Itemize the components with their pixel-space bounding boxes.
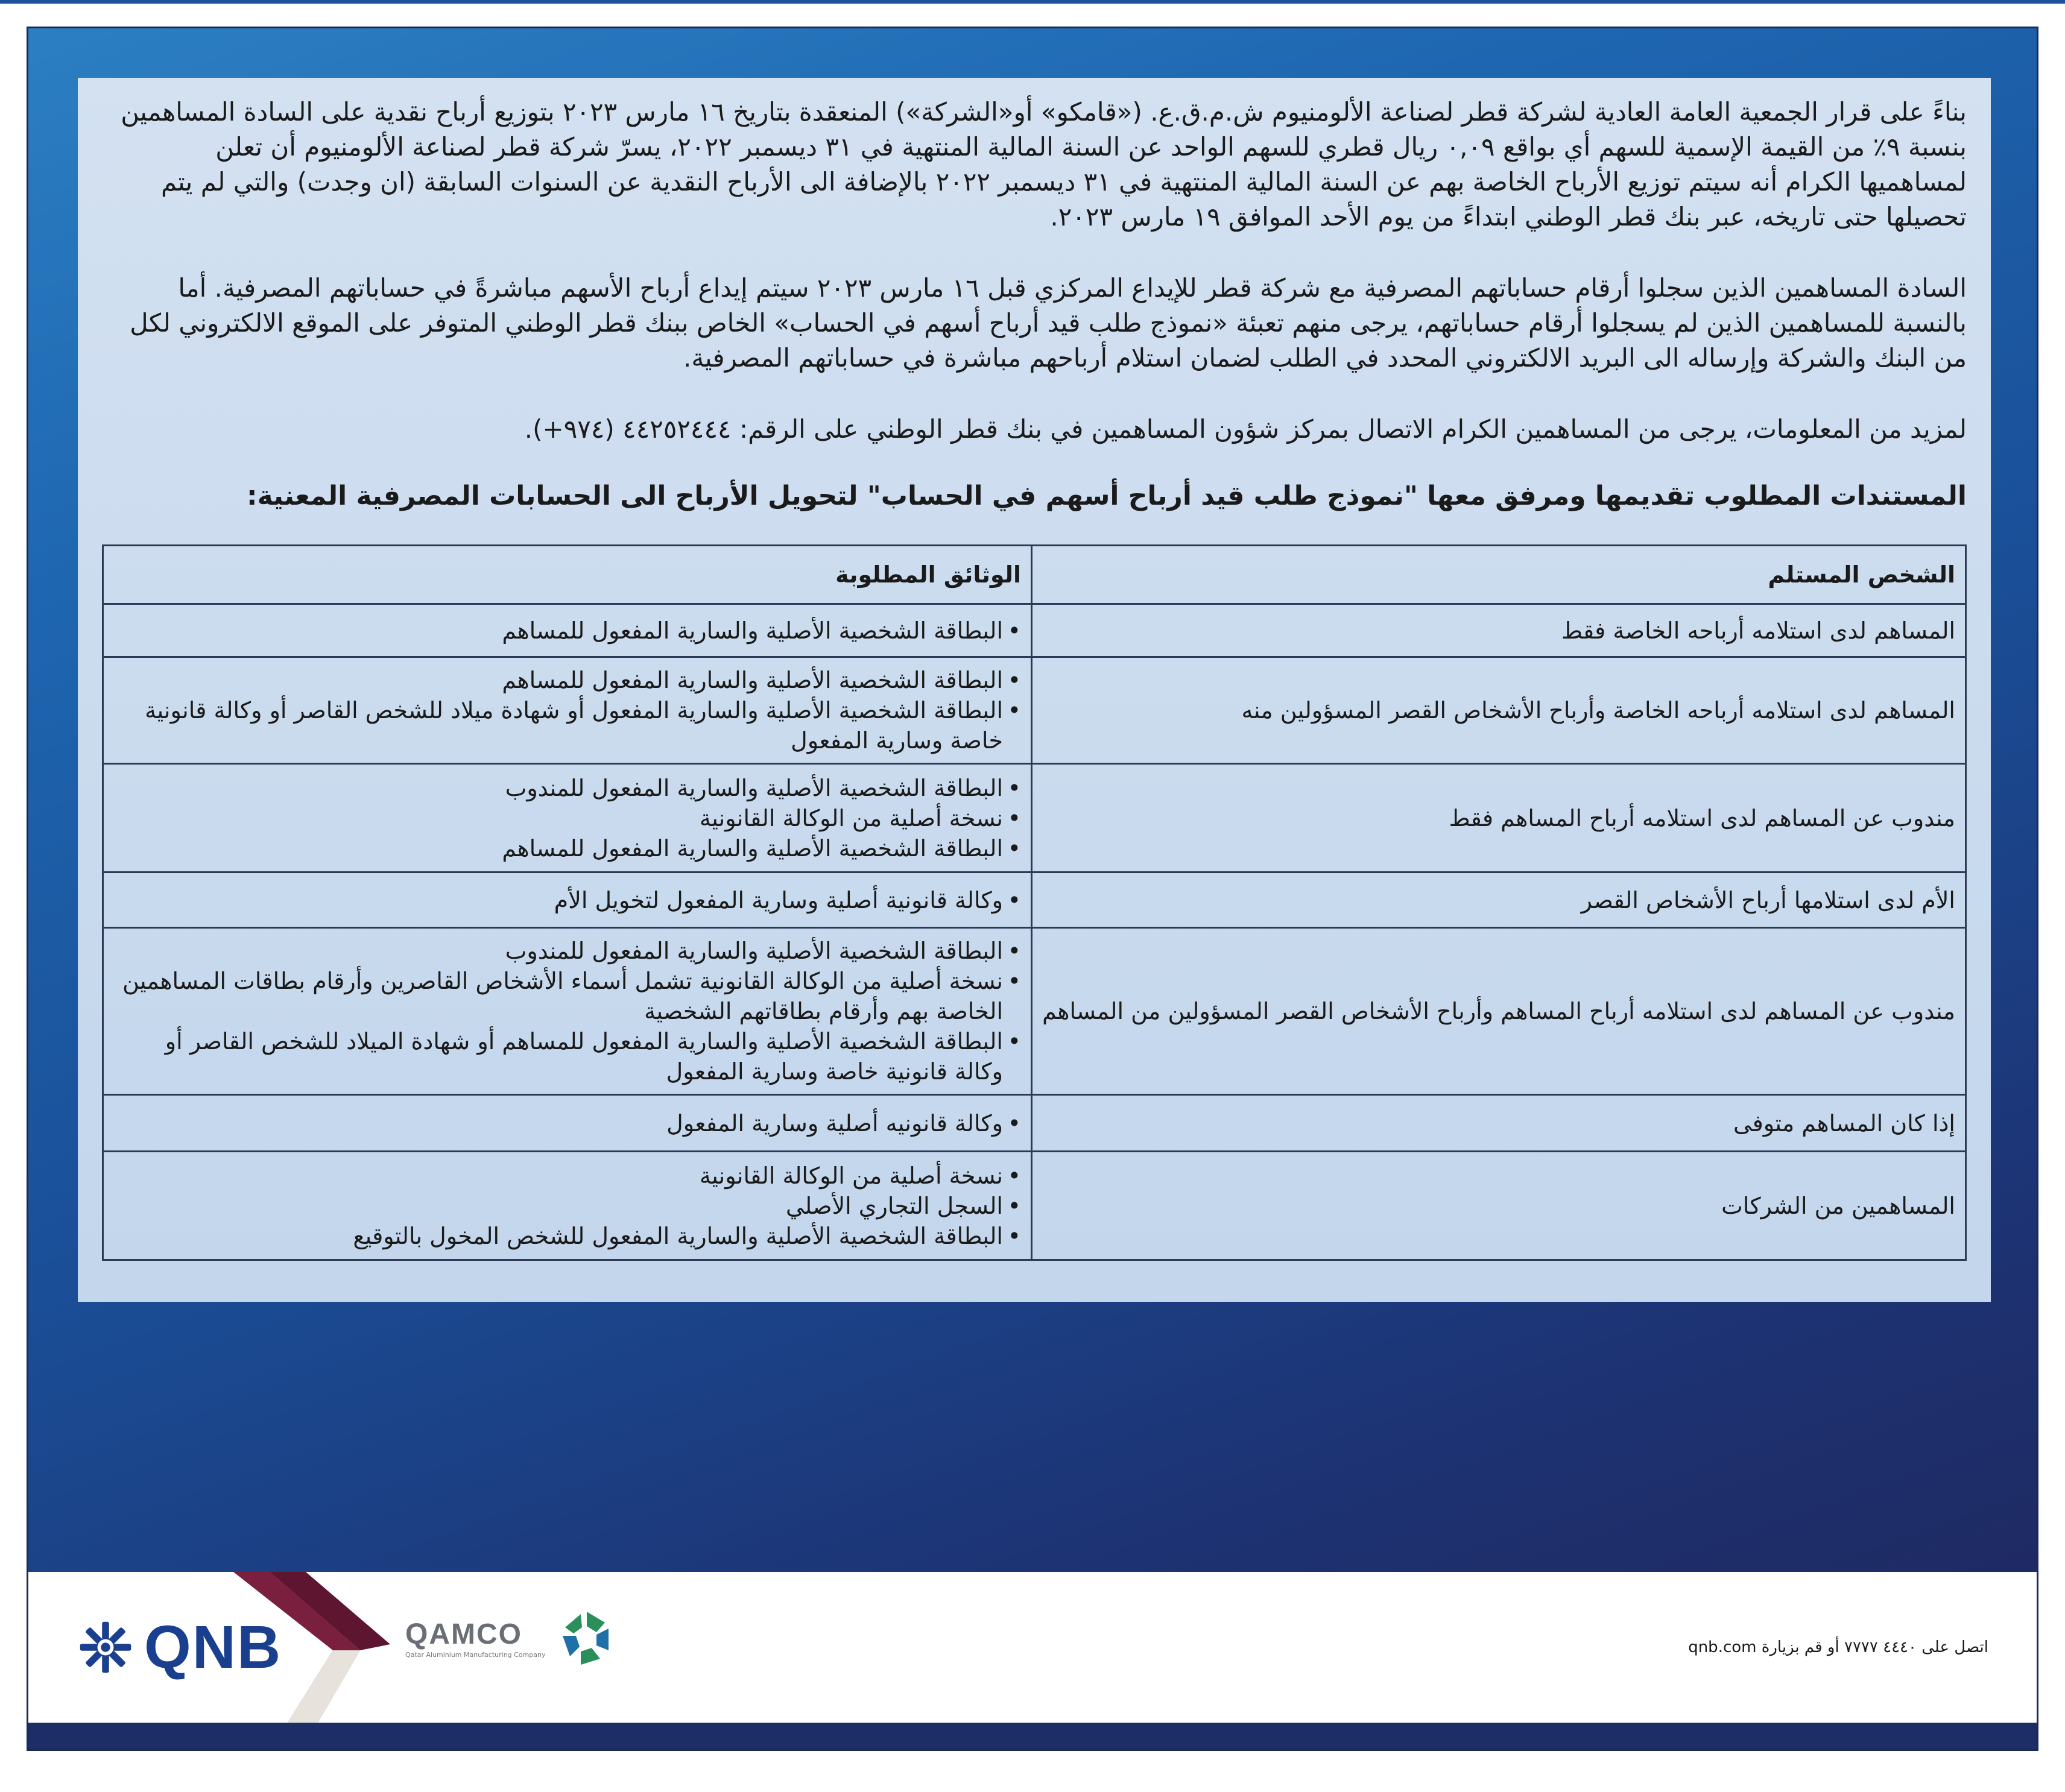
qamco-logo: [405, 1608, 617, 1668]
qamco-wordmark: [405, 1618, 546, 1659]
document-item: • البطاقة الشخصية الأصلية والسارية المفعول للشخص المخول بالتوقيع: [113, 1221, 1021, 1251]
document-item: • وكالة قانونية أصلية وسارية المفعول لتخويل الأم: [113, 885, 1021, 915]
recipient-cell: إذا كان المساهم متوفى: [1032, 1095, 1966, 1152]
top-rule: [0, 0, 2065, 4]
document-item: • البطاقة الشخصية الأصلية والسارية المفعول للمندوب: [113, 773, 1021, 803]
table-row: [103, 764, 1966, 872]
document-item: • نسخة أصلية من الوكالة القانونية تشمل أسماء الأشخاص القاصرين وأرقام بطاقات المساهمين الخاصة بهم وأرقام بطاقاتهم الشخصية: [113, 966, 1021, 1026]
intro-paragraph-2: السادة المساهمين الذين سجلوا أرقام حساباتهم المصرفية مع شركة قطر للإيداع المركزي قبل ١٦ مارس ٢٠٢٣ سيتم إيداع أرباح الأسهم مباشرةً في حساباتهم المصرفية. أما بالنسبة للمساهمين الذين لم يسجلوا أرقام حساباتهم، يرجى منهم تعبئة «نموذج طلب قيد أرباح أسهم في الحساب» الخاص ببنك قطر الوطني المتوفر على الموقع الالكتروني لكل من البنك والشركة وإرساله الى البريد الالكتروني المحدد في الطلب لضمان استلام أرباحهم مباشرة في حساباتهم المصرفية.: [130, 273, 1967, 373]
qnb-logo-text: QNB: [144, 1613, 282, 1681]
bottom-bar: [28, 1723, 2037, 1751]
recipient-cell: المساهم لدى استلامه أرباحه الخاصة وأرباح الأشخاص القصر المسؤولين منه: [1032, 657, 1966, 764]
recipient-cell: المساهمين من الشركات: [1032, 1152, 1966, 1260]
intro-paragraph-3: لمزيد من المعلومات، يرجى من المساهمين الكرام الاتصال بمركز شؤون المساهمين في بنك قطر الوطني على الرقم: ٤٤٢٥٢٤٤٤ (٩٧٤+).: [524, 414, 1967, 444]
documents-cell: [103, 604, 1032, 657]
documents-cell: [103, 657, 1032, 764]
header-recipient: الشخص المستلم: [1032, 546, 1966, 604]
footer: [28, 1572, 2037, 1723]
documents-cell: [103, 764, 1032, 872]
documents-table: [102, 544, 1967, 1261]
qamco-logo-text: QAMCO: [405, 1618, 522, 1650]
document-item: • البطاقة الشخصية الأصلية والسارية المفعول للمندوب: [113, 936, 1021, 966]
qamco-logo-subtext: Qatar Aluminium Manufacturing Company: [405, 1650, 546, 1659]
footer-contact-text: اتصل على ٤٤٤٠ ٧٧٧٧ أو قم بزيارة qnb.com: [1688, 1638, 1988, 1656]
documents-cell: [103, 928, 1032, 1095]
documents-cell: [103, 872, 1032, 928]
table-row: [103, 928, 1966, 1095]
advertisement-frame: [27, 27, 2038, 1751]
table-row: [103, 1152, 1966, 1260]
recipient-cell: مندوب عن المساهم لدى استلامه أرباح المساهم فقط: [1032, 764, 1966, 872]
header-documents: الوثائق المطلوبة: [103, 546, 1032, 604]
recipient-cell: المساهم لدى استلامه أرباحه الخاصة فقط: [1032, 604, 1966, 657]
table-row: [103, 657, 1966, 764]
document-item: • البطاقة الشخصية الأصلية والسارية المفعول للمساهم: [113, 616, 1021, 646]
document-item: • نسخة أصلية من الوكالة القانونية: [113, 803, 1021, 833]
qnb-star-icon: [77, 1618, 134, 1676]
document-item: • البطاقة الشخصية الأصلية والسارية المفعول للمساهم: [113, 665, 1021, 695]
intro-paragraph-1: بناءً على قرار الجمعية العامة العادية لشركة قطر لصناعة الألومنيوم ش.م.ق.ع. («قامكو» أو«الشركة») المنعقدة بتاريخ ١٦ مارس ٢٠٢٣ بتوزيع أرباح نقدية على السادة المساهمين بنسبة ٩٪ من القيمة الإسمية للسهم أي بواقع ٠,٠٩ ريال قطري للسهم الواحد عن السنة المالية المنتهية في ٣١ ديسمبر ٢٠٢٢، يسرّ شركة قطر لصناعة الألومنيوم أن تعلن لمساهميها الكرام أنه سيتم توزيع الأرباح الخاصة بهم عن السنة المالية المنتهية في ٣١ ديسمبر ٢٠٢٢ بالإضافة الى الأرباح النقدية عن السنوات السابقة (ان وجدت) والتي لم يتم تحصيلها حتى تاريخه، عبر بنك قطر الوطني ابتداءً من يوم الأحد الموافق ١٩ مارس ٢٠٢٣.: [121, 97, 1967, 232]
qamco-emblem-icon: [557, 1608, 617, 1668]
document-item: • البطاقة الشخصية الأصلية والسارية المفعول أو شهادة ميلاد للشخص القاصر أو وكالة قانونية خاصة وسارية المفعول: [113, 695, 1021, 756]
documents-cell: [103, 1152, 1032, 1260]
documents-heading: المستندات المطلوب تقديمها ومرفق معها "نموذج طلب قيد أرباح أسهم في الحساب" لتحويل الأرباح الى الحسابات المصرفية المعنية:: [247, 481, 1967, 511]
recipient-cell: مندوب عن المساهم لدى استلامه أرباح المساهم وأرباح الأشخاص القصر المسؤولين من المساهم: [1032, 928, 1966, 1095]
table-row: [103, 872, 1966, 928]
ribbon-graphic: [233, 1572, 390, 1723]
recipient-cell: الأم لدى استلامها أرباح الأشخاص القصر: [1032, 872, 1966, 928]
table-row: [103, 1095, 1966, 1152]
document-item: • البطاقة الشخصية الأصلية والسارية المفعول للمساهم أو شهادة الميلاد للشخص القاصر أو وكالة قانونية خاصة وسارية المفعول: [113, 1026, 1021, 1087]
document-item: • نسخة أصلية من الوكالة القانونية: [113, 1161, 1021, 1191]
documents-cell: [103, 1095, 1032, 1152]
announcement-panel: [78, 78, 1991, 1302]
document-item: • السجل التجاري الأصلي: [113, 1191, 1021, 1221]
document-item: • البطاقة الشخصية الأصلية والسارية المفعول للمساهم: [113, 833, 1021, 863]
document-item: • وكالة قانونيه أصلية وسارية المفعول: [113, 1108, 1021, 1138]
table-header-row: [103, 546, 1966, 604]
table-row: [103, 604, 1966, 657]
